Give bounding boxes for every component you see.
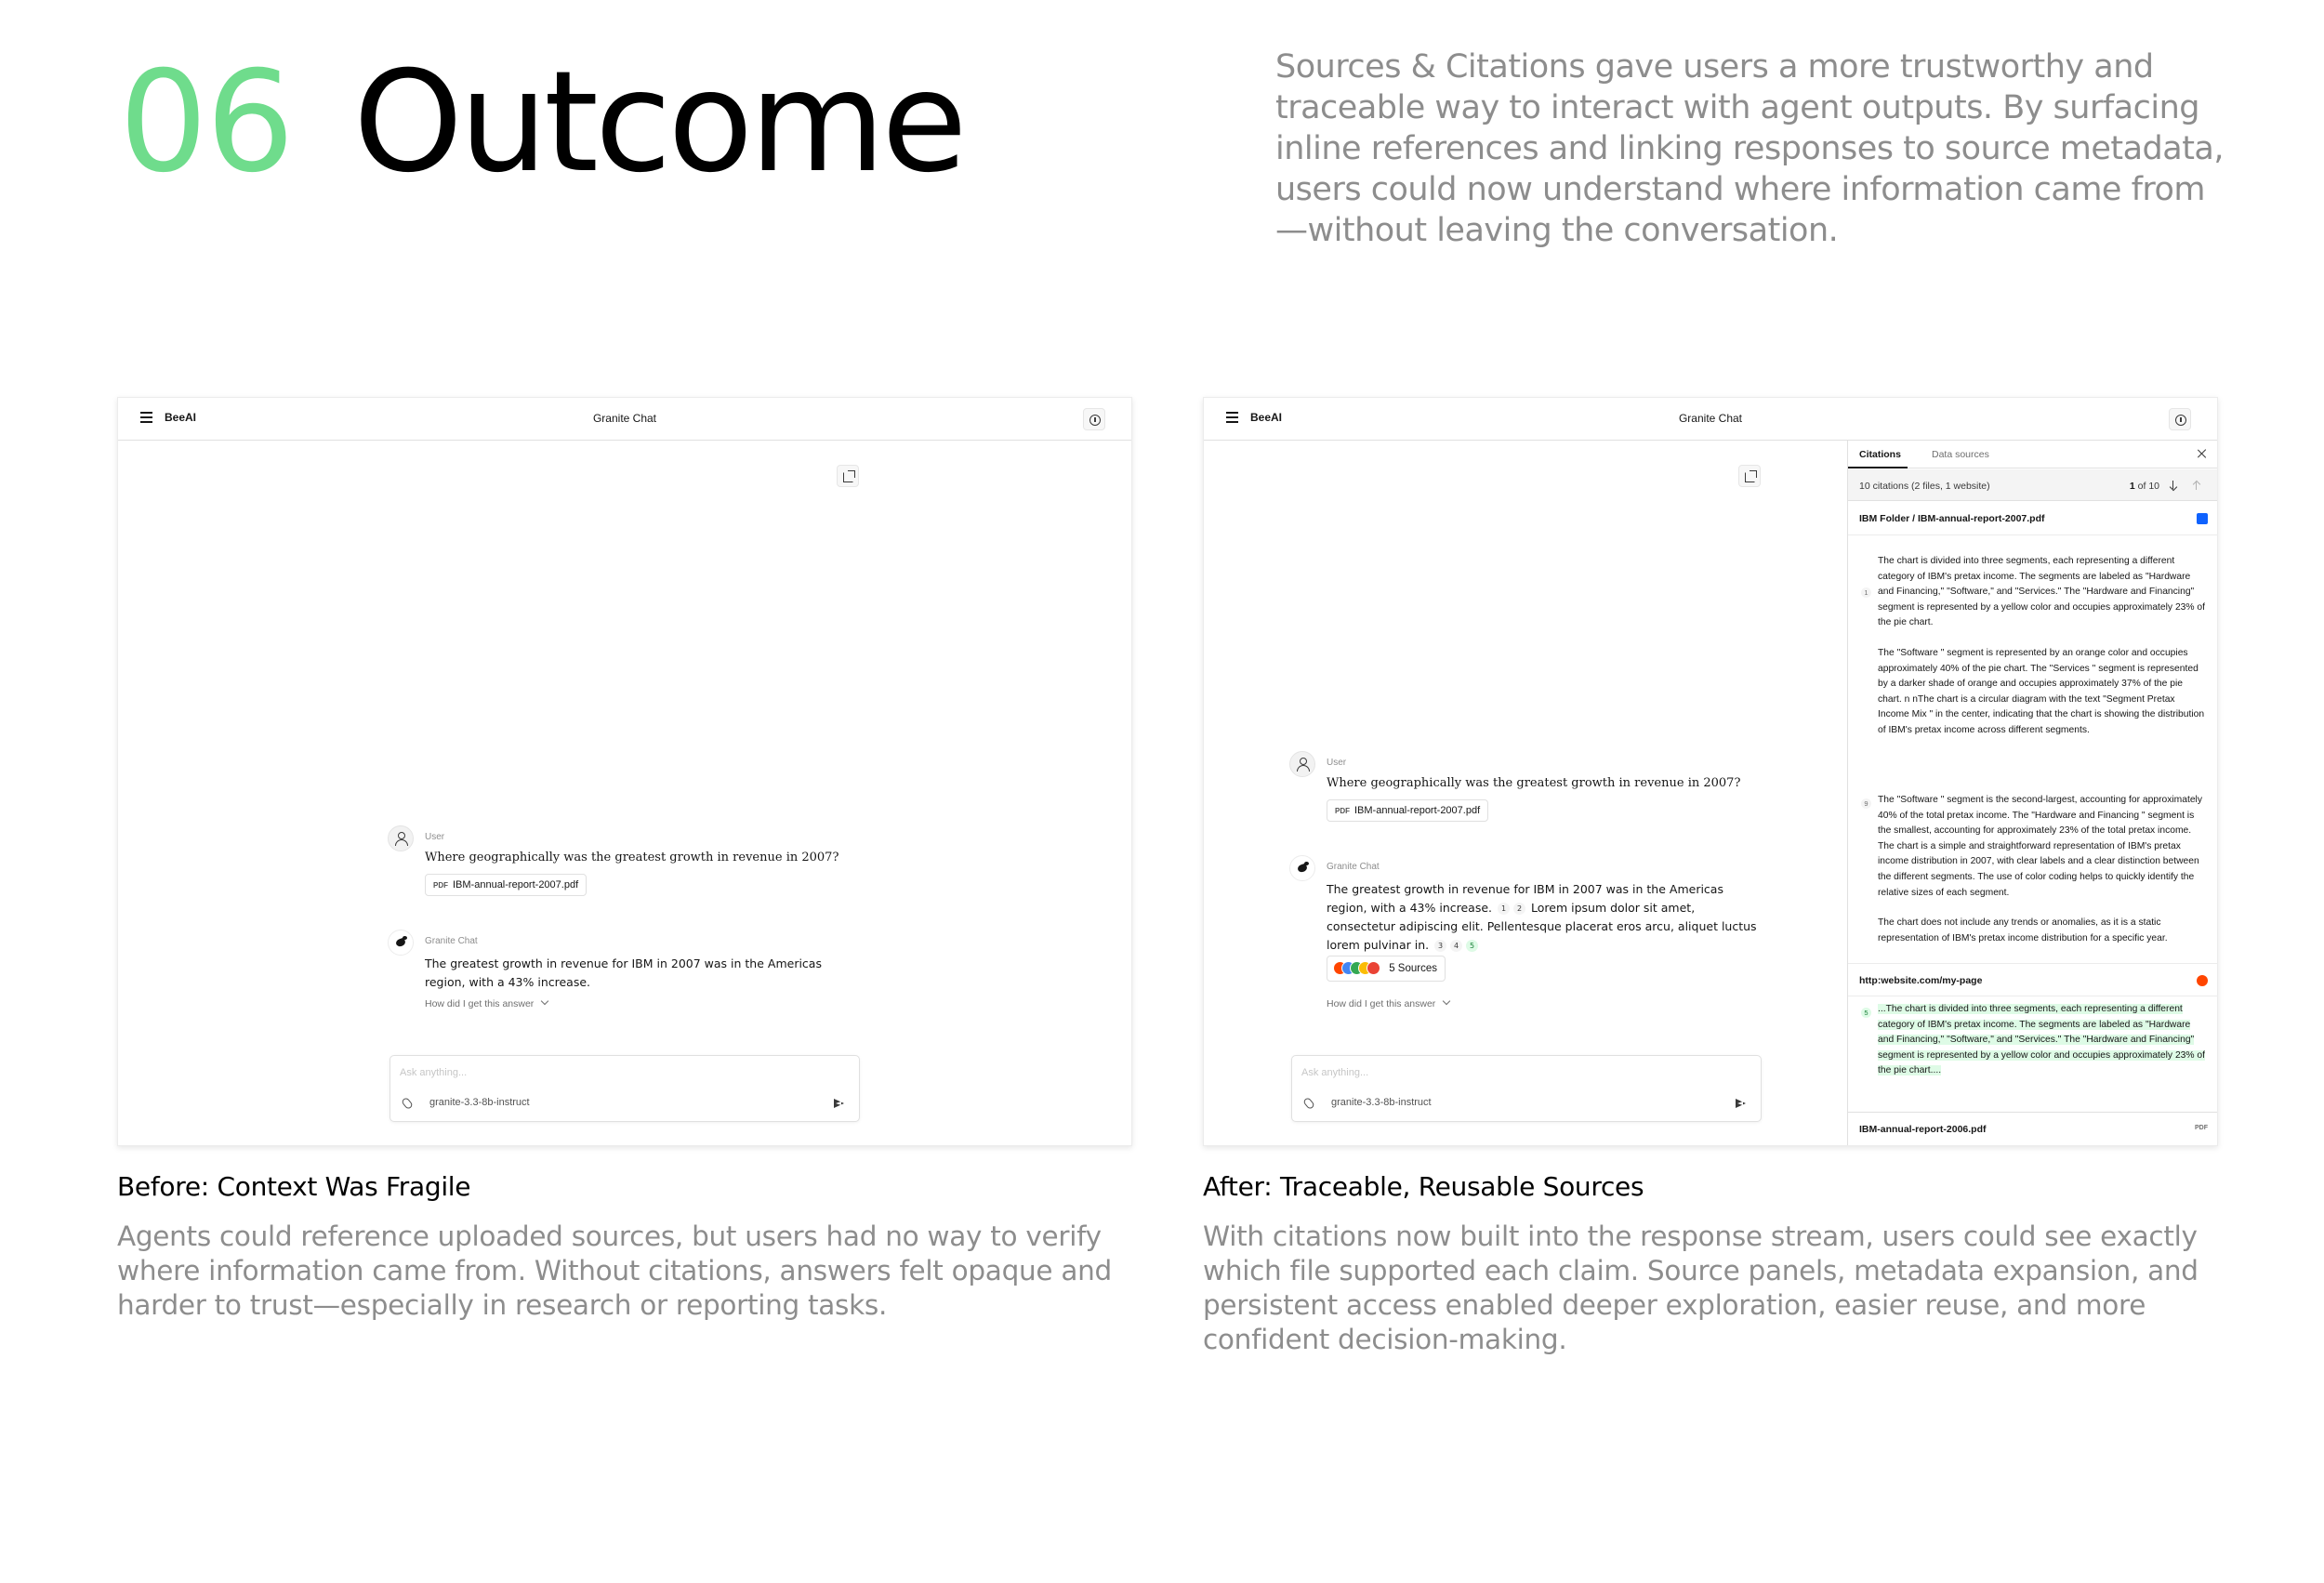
citation-marker[interactable]: 1 (1498, 903, 1510, 915)
before-caption-title: Before: Context Was Fragile (117, 1171, 471, 1202)
citation-marker[interactable]: 3 (1434, 940, 1446, 952)
chevron-down-icon (541, 997, 548, 1005)
next-citation-icon[interactable] (2170, 481, 2177, 490)
attached-file-chip[interactable] (425, 874, 587, 896)
citation-marker-active[interactable]: 5 (1466, 940, 1478, 952)
assistant-role-label: Granite Chat (425, 936, 478, 946)
info-icon[interactable] (1083, 408, 1105, 430)
intro-paragraph: Sources & Citations gave users a more trustworthy and traceable way to interact with agent outputs. By surfacing inline references and linking responses to source metadata, users could now understand where information came from—without leaving the conversation. (1275, 48, 2225, 249)
pdf-icon: PDF (2195, 1125, 2208, 1131)
brand-name: BeeAI (1250, 411, 1283, 424)
model-selector[interactable]: granite-3.3-8b-instruct (429, 1097, 530, 1108)
answer-text-2: Lorem ipsum dolor sit amet, consectetur adipiscing elit. Pellentesque placerat eros arcu, aliquet luctus lorem pulvinar in. (1327, 901, 1757, 952)
sources-label: 5 Sources (1389, 963, 1437, 974)
chat-thread (1289, 751, 1773, 1049)
how-did-i-get-this-answer[interactable] (425, 998, 548, 1009)
chat-input[interactable] (1291, 1055, 1762, 1122)
answer-text-1: The greatest growth in revenue for IBM in 2007 was in the Americas region, with a 43% increase. (1327, 882, 1723, 915)
citations-tabs (1848, 441, 2218, 468)
open-new-window-icon[interactable] (837, 465, 859, 487)
citation-pager: 1 of 10 (2129, 481, 2159, 492)
citations-summary-bar (1848, 469, 2218, 501)
source-name: IBM Folder / IBM-annual-report-2007.pdf (1859, 513, 2045, 524)
citations-panel (1847, 441, 2218, 1145)
source-name: http:website.com/my-page (1859, 975, 1983, 986)
model-selector[interactable]: granite-3.3-8b-instruct (1331, 1097, 1432, 1108)
open-new-window-icon[interactable] (1738, 465, 1761, 487)
app-topbar (118, 398, 1131, 441)
source-header[interactable] (1848, 1112, 2218, 1145)
app-topbar (1204, 398, 2217, 441)
section-number: 06 (119, 42, 293, 204)
attach-icon[interactable] (1302, 1097, 1315, 1110)
reddit-icon (2197, 975, 2208, 986)
input-placeholder: Ask anything... (1301, 1067, 1369, 1078)
user-role-label: User (425, 832, 445, 842)
send-icon[interactable] (1736, 1099, 1746, 1108)
chat-input[interactable] (390, 1055, 860, 1122)
brand-name: BeeAI (165, 411, 197, 424)
user-role-label: User (1327, 758, 1347, 768)
citation-marker[interactable]: 2 (1513, 903, 1525, 915)
source-header[interactable] (1848, 502, 2218, 535)
how-label: How did I get this answer (1327, 998, 1436, 1009)
attach-icon[interactable] (401, 1097, 414, 1110)
app-title: Granite Chat (1678, 412, 1743, 425)
close-icon[interactable] (2197, 448, 2208, 459)
before-screenshot (117, 397, 1132, 1146)
bee-avatar-icon (388, 930, 414, 956)
excerpt-number[interactable]: 9 (1861, 798, 1871, 809)
chevron-down-icon (1443, 997, 1450, 1005)
source-excerpt: The "Software " segment is the second-largest, accounting for approximately 40% of the total pretax income. The "Hardware and Financing " segment is the smallest, accounting for approximately 23% of the total pretax income. The chart is a simple and straightforward representation of IBM's pretax income distribution in 2007, with clear labels and a clear distinction between the different segments. The use of color coding helps to quickly identify the relative sizes of each segment. The chart does not include any trends or anomalies, as it is a static representation of IBM's pretax income distribution for a specific year. (1878, 795, 2202, 943)
source-header[interactable] (1848, 963, 2218, 996)
user-question: Where geographically was the greatest growth in revenue in 2007? (1327, 776, 1741, 790)
source-excerpt-highlighted: ...The chart is divided into three segments, each representing a different category of IBM's pretax income. The segments are labeled as "Hardware and Financing," "Software," and "Services." The "Hardware and Financing" segment is represented by a yellow color and occupies approximately 23% of the pie chart.... (1878, 1004, 2205, 1076)
folder-icon (2197, 513, 2208, 524)
excerpt-number[interactable]: 1 (1861, 587, 1871, 598)
citation-marker[interactable]: 4 (1450, 940, 1462, 952)
after-caption-body: With citations now built into the response stream, users could see exactly which file supported each claim. Source panels, metadata expansion, and persistent access enabled deeper exploration, easier reuse, and more confident decision-making. (1203, 1220, 2199, 1355)
source-name: IBM-annual-report-2006.pdf (1859, 1124, 1987, 1135)
attached-file-chip[interactable] (1327, 799, 1488, 822)
assistant-answer (1327, 880, 1763, 955)
section-title: Outcome (353, 42, 964, 204)
pdf-icon: PDF (1335, 807, 1350, 815)
how-label: How did I get this answer (425, 998, 535, 1009)
assistant-role-label: Granite Chat (1327, 862, 1380, 872)
site-favicon-icon (1367, 961, 1380, 975)
previous-citation-icon[interactable] (2193, 481, 2200, 490)
info-icon[interactable] (2169, 408, 2191, 430)
after-caption-title: After: Traceable, Reusable Sources (1203, 1171, 1644, 1202)
bee-avatar-icon (1289, 855, 1315, 881)
before-caption-body: Agents could reference uploaded sources, but users had no way to verify where information came from. Without citations, answers felt opaque and harder to trust—especially in research or reporting tasks. (117, 1220, 1112, 1321)
citations-count: 10 citations (2 files, 1 website) (1859, 481, 1990, 492)
send-icon[interactable] (834, 1099, 844, 1108)
tab-citations[interactable]: Citations (1859, 449, 1901, 460)
input-placeholder: Ask anything... (400, 1067, 468, 1078)
after-screenshot (1203, 397, 2218, 1146)
active-tab-indicator (1848, 467, 1908, 468)
app-title: Granite Chat (592, 412, 657, 425)
tab-data-sources[interactable]: Data sources (1932, 449, 1989, 460)
file-name: IBM-annual-report-2007.pdf (1354, 805, 1481, 816)
user-avatar-icon (388, 825, 414, 851)
user-avatar-icon (1289, 751, 1315, 777)
excerpt-number[interactable]: 5 (1861, 1008, 1871, 1018)
how-did-i-get-this-answer[interactable] (1327, 998, 1449, 1009)
user-question: Where geographically was the greatest growth in revenue in 2007? (425, 851, 839, 864)
assistant-answer: The greatest growth in revenue for IBM in 2007 was in the Americas region, with a 43% increase. (425, 956, 822, 989)
sources-button[interactable] (1327, 956, 1446, 982)
source-excerpt: The chart is divided into three segments, each representing a different category of IBM's pretax income. The segments are labeled as "Hardware and Financing," "Software," and "Services." The "Hardware and Financing" segment is represented by a yellow color and occupies approximately 23% of the pie chart. The "Software " segment is represented by an orange color and occupies approximately 40% of the pie chart. The "Services " segment is represented by a darker shade of orange and occupies approximately 37% of the pie chart. n nThe chart is a circular diagram with the text "Segment Pretax Income Mix " in the center, indicating that the chart is showing the distribution of IBM's pretax income across different segments. (1878, 556, 2205, 735)
file-name: IBM-annual-report-2007.pdf (453, 879, 579, 890)
pdf-icon: PDF (433, 881, 448, 890)
